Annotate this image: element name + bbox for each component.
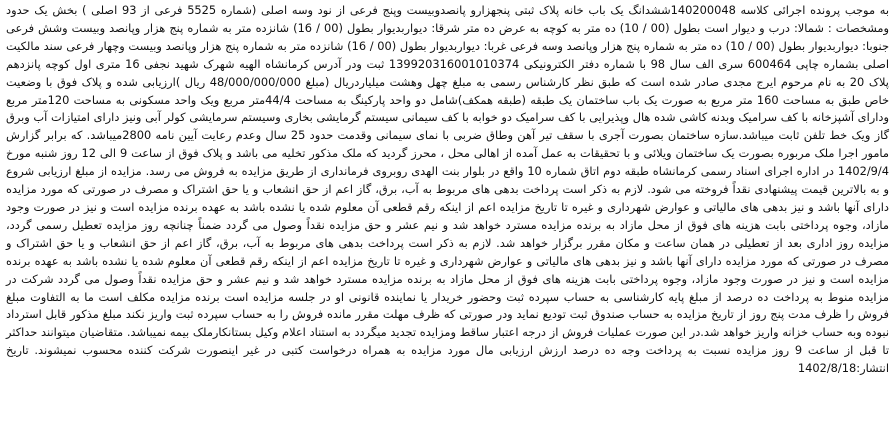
notice-body: به موجب پرونده اجرائی کلاسه 140200048ششدانگ یک باب خانه پلاک ثبتی پنجهزارو پانصدوبیست وپنج فرعی از نود وسه اصلی (شماره 5525 فرعی از 93 اصلی ) بخش یک حدود ومشخصات : شمالا: درب و دیوار است بطول (00 / 10) ده متر به کوچه به عرض ده متر شرقا: دیواربدیوار بطول (00 / 16) شانزده متر به شماره پنج هزار وپانصد وبیست وشش فرعی جنوبا: دیواربدیوار بطول (00 / 10) ده متر به شماره پنج هزار وپانصد وسه فرعی غربا: دیواربدیوار بطول (00 / 16) شانزده متر به شماره پنج هزار وپانصد وبیست وچهار فرعی سند مالکیت اصلی بشماره چاپی 600464 سری الف سال 98 با شماره دفتر الکترونیکی 139920316001010374 ثبت ودر آدرس کرمانشاه الهیه شهرک شهید نجفی 16 متری اول کوچه پانزدهم پلاک 20 به نام مرحوم ایرج مجدی صادر شده است که طبق نظر کارشناس رسمی به مبلغ چهل وهشت میلیاردریال (مبلغ 48/000/000/000 ریال )ارزیابی شده و پلاک فوق با وضعیت خاص طبق به مساحت 160 متر مربع به صورت یک باب ساختمان یک طبقه (طبقه همکف)شامل دو واحد پارکینگ به مساحت 44/4متر مربع ویک واحد مسکونی به مساحت 120متر مربع ودارای آشپزخانه با کف سرامیک وبدنه کاشی شده هال وپذیرایی با کف سرامیک دو خوابه با کف سیمانی سیستم گرمایشی بخاری وسیستم سرمایشی کولر آبی ونیز دارای امتیازات آب وبرق گاز ویک خط تلفن ثابت میباشد.سازه ساختمان بصورت آجری با سقف تیر آهن وطاق ضربی با نمای سیمانی وقدمت حدود 25 سال وعدم رعایت آیین نامه 2800میباشد. که برابر گزارش مامور اجرا ملک مربوره بصورت یک ساختمان ویلائی و با تحقیقات به عمل آمده از اهالی محل ، محرز گردید که ملک مذکور تخلیه می باشد و پلاک فوق از ساعت 9 الی 12 روز شنبه مورخ 1402/9/4 در اداره اجرای اسناد رسمی کرمانشاه طبقه دوم اتاق شماره 10 واقع در بلوار بنت الهدی روبروی فرمانداری از طریق مزایده به فروش می رسد. مزایده از مبلغ ارزیابی شروع و به بالاترین قیمت پیشنهادی نقداً فروخته می شود. لازم به ذکر است پرداخت بدهی های مربوط به آب، برق، گاز اعم از حق انشعاب و یا حق اشتراک و مصرف در صورتی که مورد مزایده دارای آنها باشد و نیز بدهی های مالیاتی و عوارض شهرداری و غیره تا تاریخ مزایده اعم از اینکه رقم قطعی آن معلوم شده یا نشده باشد به عهده برنده مزایده است و نیز در صورت وجود مازاد، وجوه پرداختی بابت هزینه های فوق از محل مازاد به برنده مزایده مسترد خواهد شد و نیم عشر و حق مزایده نقداً وصول می گردد ضمناً چنانچه روز مزایده تعطیل رسمی گردد، مزایده روز اداری بعد از تعطیلی در همان ساعت و مکان مقرر برگزار خواهد شد. لازم به ذکر است پرداخت بدهی های مربوط به آب، برق، گاز اعم از حق انشعاب و یا حق اشتراک و مصرف در صورتی که مورد مزایده دارای آنها باشد و نیز بدهی های مالیاتی و عوارض شهرداری و غیره تا تاریخ مزایده اعم از اینکه رقم قطعی آن معلوم شده یا نشده باشد به عهده برنده مزایده است و نیز در صورت وجود مازاد، وجوه پرداختی بابت هزینه های فوق از محل مازاد به برنده مزایده مسترد خواهد شد و نیم عشر و حق مزایده نقداً وصول می گردد شرکت در مزایده منوط به پرداخت ده درصد از مبلغ پایه کارشناسی به حساب سپرده ثبت وحضور خریدار یا نماینده قانونی او در جلسه مزایده است برنده مزایده مکلف است ما به التفاوت مبلغ فروش را ظرف مدت پنج روز از تاریخ مزایده به حساب صندوق ثبت تودیع نماید ودر صورتی که ظرف مهلت مقرر مانده فروش را به حساب سپرده ثبت واریز نکند مبلغ مذکور قابل استرداد نبوده وبه حساب خزانه واریز خواهد شد.در این صورت عملیات فروش از درجه اعتبار ساقط ومزایده تجدید میگردد به استناد اعلام وکیل بستانکارملک بیمه نمیباشد. متقاضیان میتوانند حداکثر تا قبل از ساعت 9 روز مزایده نسبت به پرداخت وجه ده درصد ارزش ارزیابی مال مورد مزایده به همراه درخواست کتبی در غیر اینصورت شرکت کننده محسوب نمیشوند. تاریخ انتشار: bbox=[6, 3, 890, 376]
publish-date: 1402/8/18 bbox=[797, 361, 857, 376]
notice-paragraph bbox=[6, 2, 889, 378]
